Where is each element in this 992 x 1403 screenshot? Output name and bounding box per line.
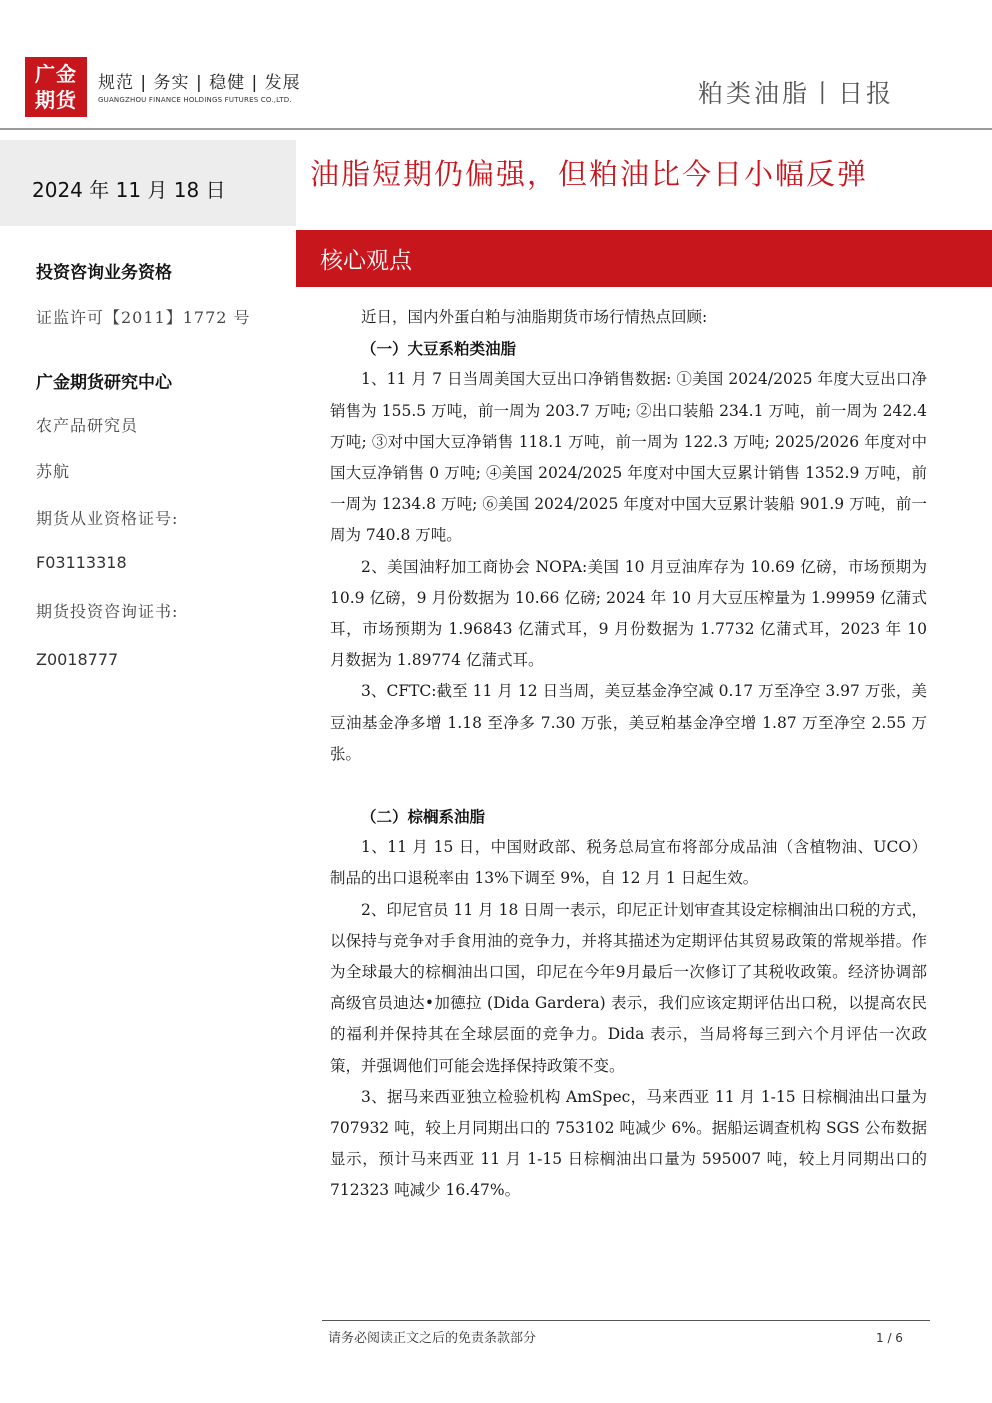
soybean-paragraph-2: 2、美国油籽加工商协会 NOPA:美国 10 月豆油库存为 10.69 亿磅，市场预期为 10.9 亿磅，9 月份数据为 10.66 亿磅; 2024 年 10 月大豆压榨量为 1.99959 亿蒲式耳，市场预期为 1.96843 亿蒲式耳，9 月份数据为 1.7732 亿蒲式耳，2023 年 10 月数据为 1.89774 亿蒲式耳。 [330,557,927,670]
company-slogan: 规范 | 务实 | 稳健 | 发展 [98,73,301,93]
soybean-paragraph-3: 3、CFTC:截至 11 月 12 日当周，美豆基金净空减 0.17 万至净空 3.97 万张，美豆油基金净多增 1.18 至净多 7.30 万张，美豆粕基金净空增 1.87 万至净空 2.55 万张。 [330,682,927,763]
palm-paragraph-2: 2、印尼官员 11 月 18 日周一表示，印尼正计划审查其设定棕榈油出口税的方式，以保持与竞争对手食用油的竞争力，并将其描述为定期评估其贸易政策的常规举措。作为全球最大的棕榈油出口国，印尼在今年9月最后一次修订了其税收政策。经济协调部高级官员迪达•加德拉 (Dida Gardera) 表示，我们应该定期评估出口税，以提高农民的福利并保持其在全球层面的竞争力。Dida 表示，当局将每三到六个月评估一次政策，并强调他们可能会选择保持政策不变。 [330,900,927,1075]
logo-text-line1: 广金 [35,62,77,86]
header-divider [0,128,992,130]
report-type-title: 粕类油脂丨日报 [697,79,894,108]
page-header [0,0,992,130]
soybean-paragraph-1: 1、11 月 7 日当周美国大豆出口净销售数据: ①美国 2024/2025 年度大豆出口净销售为 155.5 万吨，前一周为 203.7 万吨; ②出口装船 234.1 万吨，前一周为 242.4 万吨; ③对中国大豆净销售 118.1 万吨，前一周为 122.3 万吨; 2025/2026 年度对中国大豆净销售 0 万吨; ④美国 2024/2025 年度对中国大豆累计销售 1352.9 万吨，前一周为 1234.8 万吨; ⑥美国 2024/2025 年度对中国大豆累计装船 901.9 万吨，前一周为 740.8 万吨。 [330,370,927,545]
section-title-soybean: （一）大豆系粕类油脂 [361,339,517,359]
analyst-role: 农产品研究员 [36,416,139,435]
invest-cert-label: 期货投资咨询证书: [36,602,179,621]
futures-cert-label: 期货从业资格证号: [36,509,179,528]
core-view-title: 核心观点 [320,248,412,274]
page-number: 1 / 6 [876,1331,903,1345]
company-english-name: GUANGZHOU FINANCE HOLDINGS FUTURES CO.,LTD. [98,96,292,104]
license-number: 证监许可【2011】1772 号 [36,308,251,327]
main-content [330,302,927,1207]
section-title-palm: （二）棕榈系油脂 [361,807,486,827]
section-spacer [330,770,927,801]
report-headline: 油脂短期仍偏强，但粕油比今日小幅反弹 [310,157,869,191]
futures-cert-number: F03113318 [36,553,127,572]
invest-cert-number: Z0018777 [36,650,119,669]
company-logo [25,57,87,117]
intro-paragraph: 近日，国内外蛋白粕与油脂期货市场行情热点回顾: [361,308,708,326]
footer-divider [322,1320,930,1321]
qualification-title: 投资咨询业务资格 [36,263,172,283]
disclaimer-note: 请务必阅读正文之后的免责条款部分 [328,1331,537,1346]
palm-paragraph-1: 1、11 月 15 日，中国财政部、税务总局宣布将部分成品油（含植物油、UCO）制品的出口退税率由 13%下调至 9%，自 12 月 1 日起生效。 [330,838,927,888]
core-view-banner [296,230,992,287]
research-center: 广金期货研究中心 [36,373,172,393]
palm-paragraph-3: 3、据马来西亚独立检验机构 AmSpec，马来西亚 11 月 1-15 日棕榈油出口量为 707932 吨，较上月同期出口的 753102 吨减少 6%。据船运调查机构 SGS 公布数据显示，预计马来西亚 11 月 1-15 日棕榈油出口量为 595007 吨，较上月同期出口的 712323 吨减少 16.47%。 [330,1087,927,1200]
report-date: 2024 年 11 月 18 日 [0,140,296,226]
logo-text-line2: 期货 [35,88,77,112]
left-sidebar [0,140,296,1403]
analyst-name: 苏航 [36,462,71,481]
